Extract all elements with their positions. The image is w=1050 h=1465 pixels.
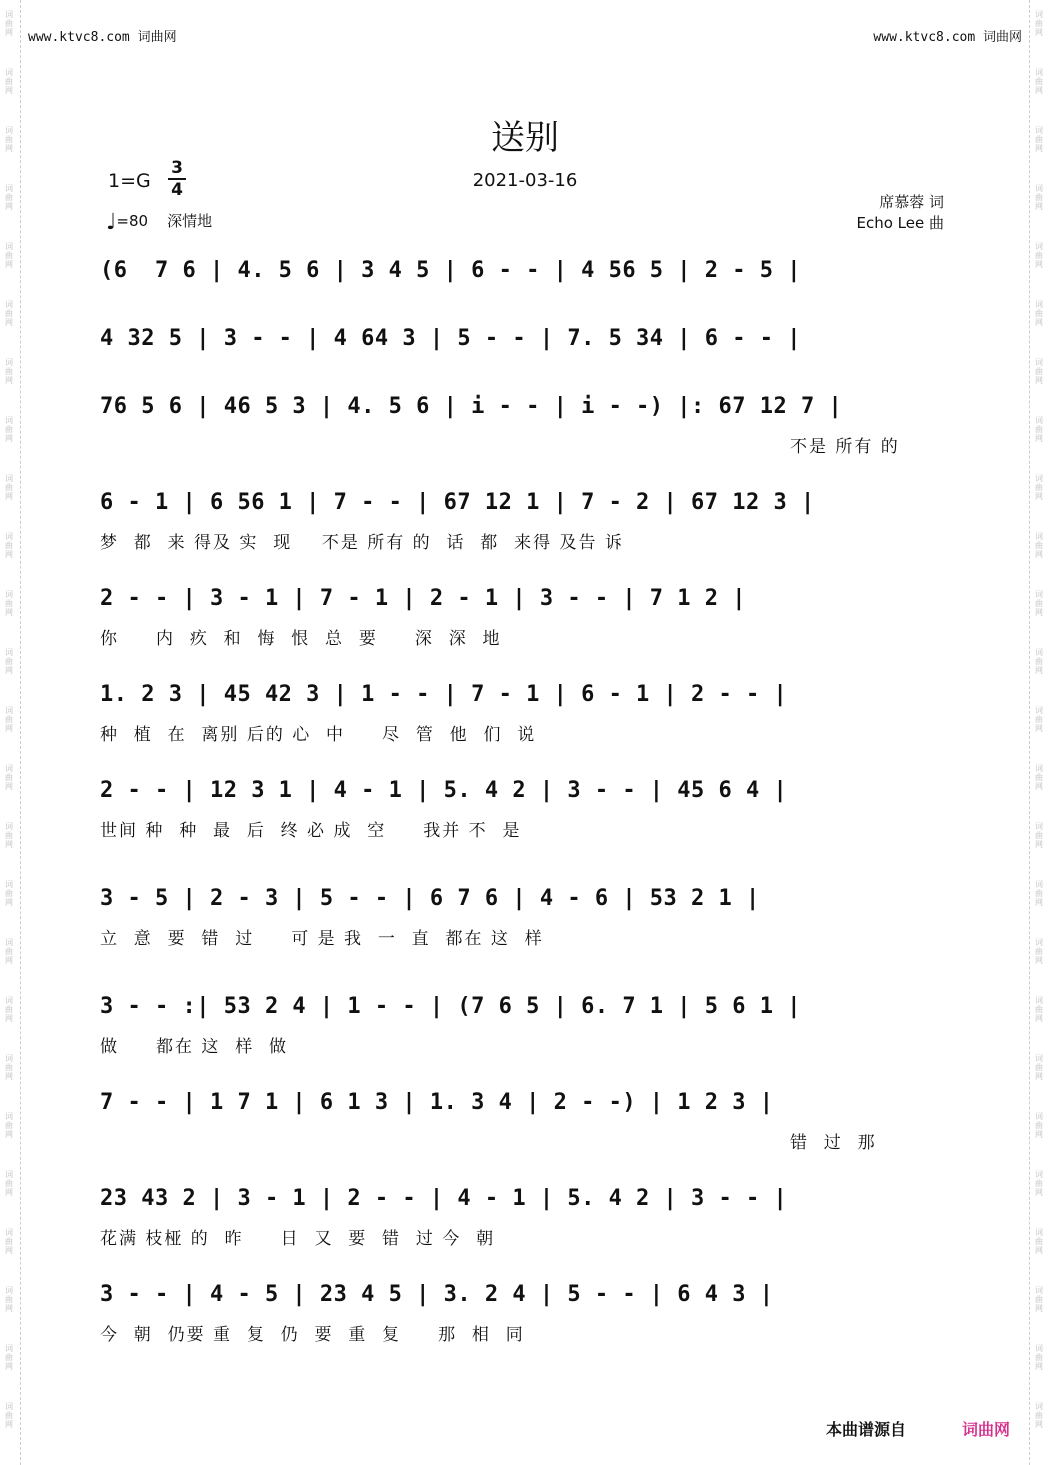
side-watermark-text: 词 曲 网 [1035,1402,1043,1429]
side-watermark-text: 词 曲 网 [5,1054,13,1081]
side-watermark-text: 词 曲 网 [1035,1344,1043,1371]
notation-row: 3 - - | 4 - 5 | 23 4 5 | 3. 2 4 | 5 - - | 6 4 3 | [100,1282,774,1307]
side-watermark-text: 词 曲 网 [5,764,13,791]
notation-row: 4 32 5 | 3 - - | 4 64 3 | 5 - - | 7. 5 34 | 6 - - | [100,326,802,351]
side-watermark-text: 词 曲 网 [1035,1286,1043,1313]
side-watermark-text: 词 曲 网 [1035,126,1043,153]
side-watermark-text: 词 曲 网 [1035,242,1043,269]
credits [857,192,945,234]
side-watermark-text: 词 曲 网 [5,880,13,907]
side-watermark-text: 词 曲 网 [5,1286,13,1313]
side-watermark-text: 词 曲 网 [1035,648,1043,675]
key-signature: 1=G [108,170,151,192]
notation-row: 1. 2 3 | 45 42 3 | 1 - - | 7 - 1 | 6 - 1 | 2 - - | [100,682,788,707]
lyrics-row: 错 过 那 [790,1133,877,1153]
score-line [100,586,950,666]
side-watermark-text: 词 曲 网 [1035,10,1043,37]
notation-row: 3 - - :| 53 2 4 | 1 - - | (7 6 5 | 6. 7 1 | 5 6 1 | [100,994,802,1019]
notation-row: 6 - 1 | 6 56 1 | 7 - - | 67 12 1 | 7 - 2 | 67 12 3 | [100,490,815,515]
notation-row: 7 - - | 1 7 1 | 6 1 3 | 1. 3 4 | 2 - -) | 1 2 3 | [100,1090,774,1115]
side-watermark-text: 词 曲 网 [5,1112,13,1139]
composer-credit: Echo Lee 曲 [856,214,944,232]
notation-row: 2 - - | 12 3 1 | 4 - 1 | 5. 4 2 | 3 - - | 45 6 4 | [100,778,788,803]
side-watermark-text: 词 曲 网 [5,1170,13,1197]
side-watermark-text: 词 曲 网 [1035,938,1043,965]
score-line [100,1186,950,1266]
side-watermark-text: 词 曲 网 [1035,184,1043,211]
lyrics-row: 不是 所有 的 [790,437,900,457]
lyricist-credit: 席慕蓉 词 [879,193,944,211]
lyrics-row: 今 朝 仍要 重 复 仍 要 重 复 那 相 同 [100,1325,525,1345]
side-watermark-text: 词 曲 网 [5,1402,13,1429]
side-watermark-text: 词 曲 网 [5,532,13,559]
side-watermark-text: 词 曲 网 [1035,1228,1043,1255]
side-watermark-text: 词 曲 网 [5,300,13,327]
side-watermark-text: 词 曲 网 [1035,764,1043,791]
side-watermark-text: 词 曲 网 [5,10,13,37]
lyrics-row: 你 内 疚 和 悔 恨 总 要 深 深 地 [100,629,502,649]
footer-brand: 词曲网 [961,1420,1010,1439]
notation-row: 76 5 6 | 46 5 3 | 4. 5 6 | i - - | i - -) |: 67 12 7 | [100,394,843,419]
site-header-right: www.ktvc8.com 词曲网 [873,30,1022,45]
score-line [100,682,950,762]
side-watermark-text: 词 曲 网 [5,1228,13,1255]
side-watermark-text: 词 曲 网 [5,996,13,1023]
score-line [100,394,950,474]
side-watermark-text: 词 曲 网 [5,184,13,211]
side-watermark-text: 词 曲 网 [5,126,13,153]
lyrics-row: 做 都在 这 样 做 [100,1037,289,1057]
tempo-value: =80 [116,212,149,230]
side-watermark-text: 词 曲 网 [1035,358,1043,385]
side-watermark-text: 词 曲 网 [1035,474,1043,501]
notation-row: (6 7 6 | 4. 5 6 | 3 4 5 | 6 - - | 4 56 5 | 2 - 5 | [100,258,802,283]
meter-bottom: 4 [168,178,186,200]
tempo-marking [106,210,212,235]
score-line [100,994,950,1074]
side-watermark-text: 词 曲 网 [1035,1054,1043,1081]
side-watermark-text: 词 曲 网 [5,648,13,675]
quarter-note-icon: ♩ [106,210,117,235]
expression-marking: 深情地 [167,212,213,230]
side-watermark-text: 词 曲 网 [5,590,13,617]
side-watermark-text: 词 曲 网 [1035,1112,1043,1139]
left-watermark-strip [0,0,21,1465]
side-watermark-text: 词 曲 网 [1035,880,1043,907]
side-watermark-text: 词 曲 网 [1035,416,1043,443]
meter-top: 3 [171,158,183,178]
notation-row: 2 - - | 3 - 1 | 7 - 1 | 2 - 1 | 3 - - | 7 1 2 | [100,586,747,611]
side-watermark-text: 词 曲 网 [5,68,13,95]
song-title: 送别 [491,118,559,158]
lyrics-row: 世间 种 种 最 后 终 必 成 空 我并 不 是 [100,821,522,841]
side-watermark-text: 词 曲 网 [5,416,13,443]
side-watermark-text: 词 曲 网 [1035,1170,1043,1197]
side-watermark-text: 词 曲 网 [1035,532,1043,559]
score-line [100,1282,950,1362]
side-watermark-text: 词 曲 网 [1035,996,1043,1023]
side-watermark-text: 词 曲 网 [5,242,13,269]
side-watermark-text: 词 曲 网 [5,1344,13,1371]
site-header-left: www.ktvc8.com 词曲网 [28,30,177,45]
side-watermark-text: 词 曲 网 [1035,300,1043,327]
lyrics-row: 种 植 在 离别 后的 心 中 尽 管 他 们 说 [100,725,537,745]
side-watermark-text: 词 曲 网 [1035,590,1043,617]
lyrics-row: 梦 都 来 得及 实 现 不是 所有 的 话 都 来得 及告 诉 [100,533,624,553]
footer-source-label: 本曲谱源自 [825,1420,906,1439]
right-watermark-strip [1029,0,1050,1465]
song-date: 2021-03-16 [472,170,578,191]
score-line [100,778,950,858]
side-watermark-text: 词 曲 网 [1035,68,1043,95]
score-line [100,490,950,570]
footer-source [826,1417,1010,1440]
notation-row: 3 - 5 | 2 - 3 | 5 - - | 6 7 6 | 4 - 6 | 53 2 1 | [100,886,760,911]
lyrics-row: 立 意 要 错 过 可 是 我 一 直 都在 这 样 [100,929,544,949]
score-line [100,886,950,966]
side-watermark-text: 词 曲 网 [1035,822,1043,849]
side-watermark-text: 词 曲 网 [5,358,13,385]
side-watermark-text: 词 曲 网 [5,706,13,733]
side-watermark-text: 词 曲 网 [5,474,13,501]
side-watermark-text: 词 曲 网 [5,822,13,849]
side-watermark-text: 词 曲 网 [5,938,13,965]
notation-row: 23 43 2 | 3 - 1 | 2 - - | 4 - 1 | 5. 4 2 | 3 - - | [100,1186,788,1211]
side-watermark-text: 词 曲 网 [1035,706,1043,733]
lyrics-row: 花满 枝桠 的 昨 日 又 要 错 过 今 朝 [100,1229,496,1249]
time-signature [168,158,186,200]
score-line [100,1090,950,1170]
